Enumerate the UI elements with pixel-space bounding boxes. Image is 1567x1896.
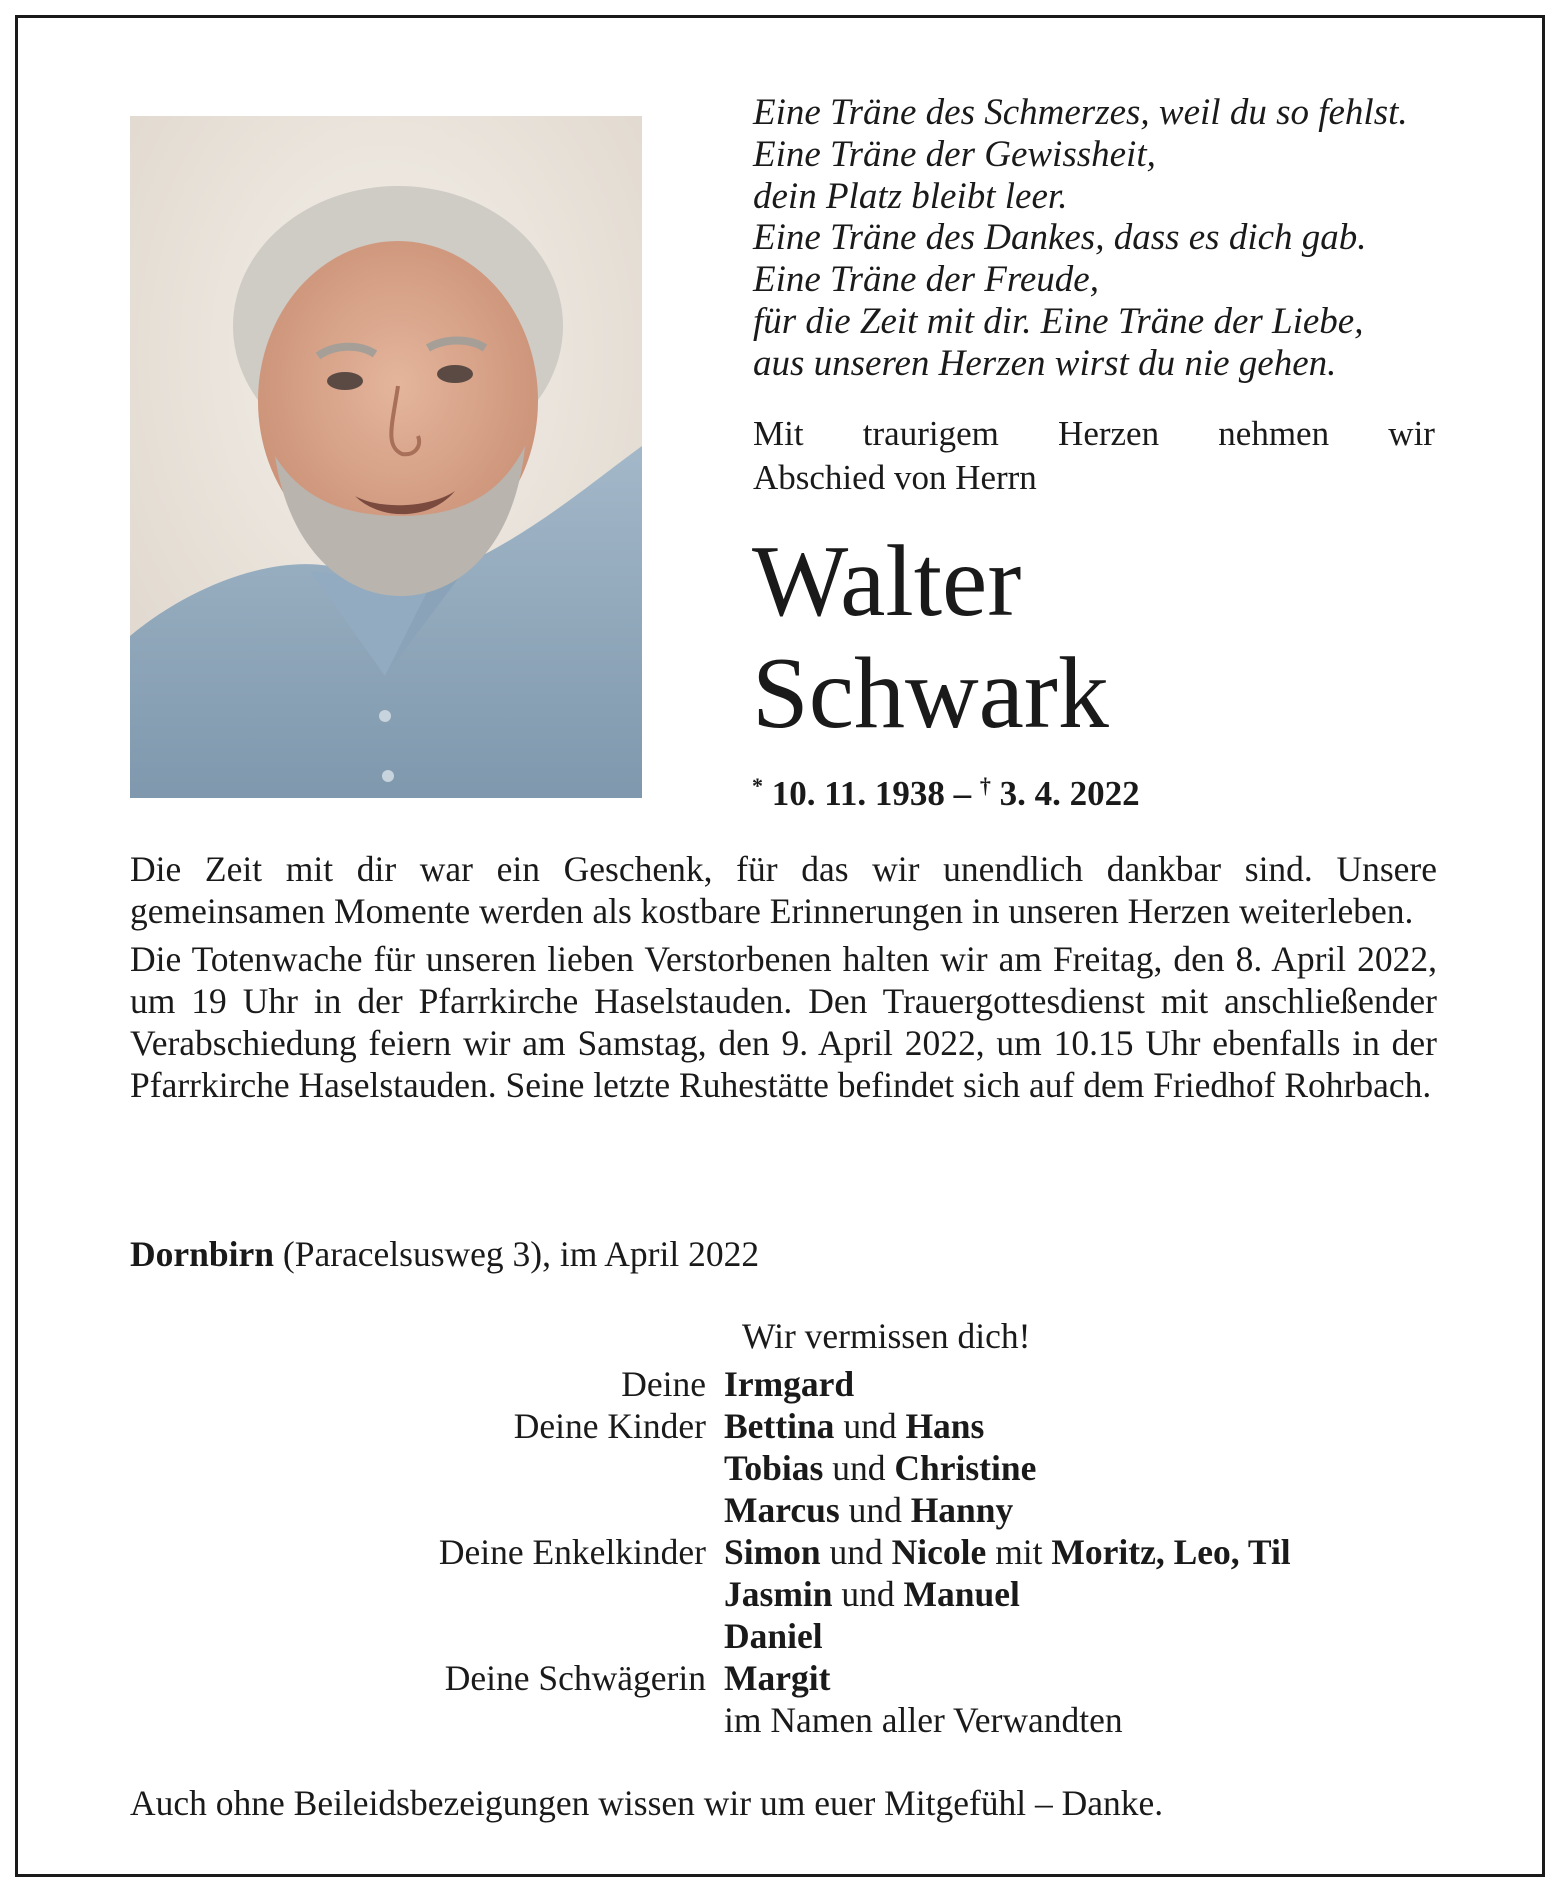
family-row — [130, 1363, 1437, 1405]
intro-word: Herzen — [1058, 414, 1160, 453]
place-and-date — [130, 1233, 759, 1275]
family-name: Daniel — [724, 1616, 823, 1656]
family-row — [130, 1405, 1437, 1447]
poem-line: für die Zeit mit dir. Eine Träne der Liebe, — [753, 300, 1364, 342]
and-word: und — [823, 1448, 895, 1488]
intro-line-2: Abschied von Herrn — [753, 458, 1037, 497]
with-word: mit — [986, 1532, 1052, 1572]
paragraph-funeral-details: Die Totenwache für unseren lieben Verstorbenen halten wir am Freitag, den 8. April 2022, um 19 Uhr in der Pfarrkirche Haselstauden. Den Trauergottesdienst mit anschließender Verabschiedung feiern wir am Samstag, den 9. April 2022, um 10.15 Uhr ebenfalls in der Pfarrkirche Haselstauden. Seine letzte Ruhestätte befindet sich auf dem Friedhof Rohrbach. — [130, 939, 1437, 1105]
intro-word: wir — [1388, 414, 1435, 453]
relation-label — [130, 1489, 724, 1531]
intro-word: Mit — [753, 414, 804, 453]
family-name: Moritz, Leo, Til — [1051, 1532, 1291, 1572]
and-word: und — [839, 1490, 911, 1530]
deceased-name — [752, 526, 1109, 750]
family-name: Christine — [894, 1448, 1037, 1488]
closing-line: Auch ohne Beileidsbezeigungen wissen wir um euer Mitgefühl – Danke. — [130, 1783, 1164, 1823]
date-separator: – — [944, 774, 980, 813]
family-name: Simon — [724, 1532, 821, 1572]
intro-text — [753, 412, 1435, 500]
intro-line-1 — [753, 412, 1435, 456]
family-name: Jasmin — [724, 1574, 833, 1614]
family-row — [130, 1615, 1437, 1657]
family-list — [130, 1363, 1437, 1741]
life-dates — [752, 766, 1140, 814]
birth-date: 10. 11. 1938 — [771, 774, 945, 813]
miss-you-text: Wir vermissen dich! — [742, 1316, 1031, 1356]
family-row — [130, 1573, 1437, 1615]
family-name: Tobias — [724, 1448, 824, 1488]
poem-line: Eine Träne der Freude, — [753, 259, 1099, 301]
relation-label: Deine Schwägerin — [444, 1658, 706, 1698]
poem-line: Eine Träne des Schmerzes, weil du so fehlst. — [753, 92, 1408, 133]
family-name: Marcus — [724, 1490, 840, 1530]
intro-word: traurigem — [862, 414, 999, 453]
family-name: Manuel — [903, 1574, 1020, 1614]
family-name: Hans — [905, 1406, 985, 1446]
family-row — [130, 1657, 1437, 1699]
body-text — [130, 848, 1437, 1112]
poem — [753, 92, 1438, 385]
family-name: Irmgard — [724, 1364, 855, 1404]
city: Dornbirn — [130, 1234, 274, 1274]
relation-label: Deine Kinder — [513, 1406, 706, 1446]
intro-word: nehmen — [1218, 414, 1330, 453]
last-name: Schwark — [752, 637, 1109, 750]
family-row — [130, 1699, 1437, 1741]
family-row — [130, 1447, 1437, 1489]
poem-line: Eine Träne des Dankes, dass es dich gab. — [753, 217, 1367, 259]
relatives-note: im Namen aller Verwandten — [724, 1700, 1123, 1740]
death-date: 3. 4. 2022 — [999, 774, 1140, 813]
address-and-month: (Paracelsusweg 3), im April 2022 — [274, 1234, 760, 1274]
relation-label: Deine Enkelkinder — [438, 1532, 706, 1572]
family-name: Margit — [724, 1658, 831, 1698]
family-row — [130, 1531, 1437, 1573]
and-word: und — [832, 1574, 904, 1614]
and-word: und — [820, 1532, 892, 1572]
relation-label — [130, 1615, 724, 1657]
poem-line: dein Platz bleibt leer. — [753, 175, 1068, 217]
and-word: und — [834, 1406, 906, 1446]
paragraph-memories: Die Zeit mit dir war ein Geschenk, für das wir unendlich dankbar sind. Unsere gemeinsamen Momente werden als kostbare Erinnerungen in unseren Herzen weiterleben. — [130, 849, 1437, 931]
poem-line: aus unseren Herzen wirst du nie gehen. — [753, 342, 1337, 384]
portrait-photo — [130, 116, 642, 798]
first-name: Walter — [752, 525, 1022, 638]
poem-line: Eine Träne der Gewissheit, — [753, 133, 1156, 175]
relation-label: Deine — [621, 1364, 706, 1404]
relation-label — [130, 1447, 724, 1489]
relation-label — [130, 1699, 724, 1741]
family-name: Hanny — [910, 1490, 1014, 1530]
family-name: Nicole — [891, 1532, 987, 1572]
relation-label — [130, 1573, 724, 1615]
birth-symbol: * — [752, 773, 763, 798]
family-name: Bettina — [724, 1406, 835, 1446]
death-symbol: † — [979, 773, 991, 798]
family-row — [130, 1489, 1437, 1531]
